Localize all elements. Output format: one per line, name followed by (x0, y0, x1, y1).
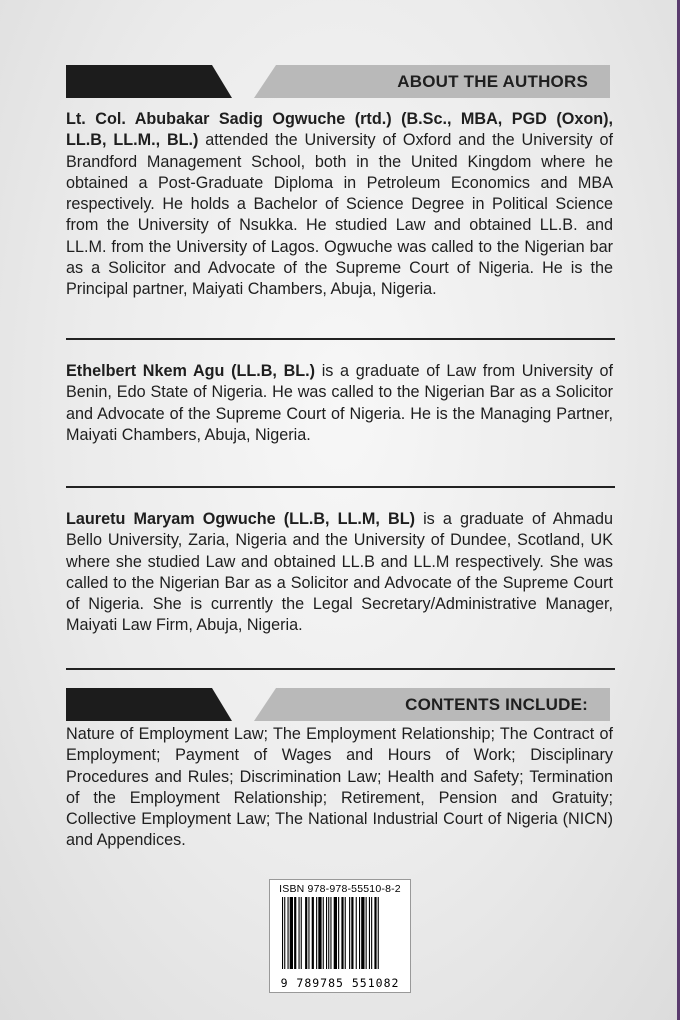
author-3-text: is a graduate of Ahmadu Bello University, Zaria, Nigeria and the University of Dundee, Scotland, UK where she studied Law and obtained LL.B and LL.M respectively. She was called to the Nigerian Bar as a Solicitor and Advocate of the Supreme Court of Nigeria. She is currently the Legal Secretary/Administrative Manager, Maiyati Law Firm, Abuja, Nigeria. (66, 510, 613, 635)
barcode-bar (308, 897, 309, 969)
divider-2 (66, 486, 615, 488)
barcode-bar (323, 897, 324, 969)
barcode-bar (345, 897, 346, 969)
contents-text: Nature of Employment Law; The Employment Relationship; The Contract of Employment; Payment of Wages and Hours of Work; Disciplinary Procedures and Rules; Discrimination Law; Health and Safety; Termination of the Employment Relationship; Retirement, Pension and Gratuity; Collective Employment Law; The National Industrial Court of Nigeria (NICN) and Appendices. (66, 725, 613, 850)
banner-dark-block (66, 65, 232, 98)
barcode-bars (280, 897, 400, 969)
author-2-bio (66, 361, 613, 446)
barcode-bar (316, 897, 317, 969)
divider-3 (66, 668, 615, 670)
divider-1 (66, 338, 615, 340)
about-authors-banner (66, 65, 610, 98)
author-1-name: Lt. Col. Abubakar Sadig Ogwuche (rtd.) (B.Sc., MBA, PGD (Oxon), LL.B, LL.M., BL.) (66, 110, 613, 150)
barcode-bar (361, 897, 364, 969)
barcode-bar (338, 897, 339, 969)
isbn-label: ISBN 978-978-55510-8-2 (279, 883, 401, 895)
barcode-bar (359, 897, 360, 969)
contents-banner (66, 688, 610, 721)
barcode-bar (366, 897, 367, 969)
barcode-bar (305, 897, 307, 969)
barcode-bar (330, 897, 331, 969)
barcode-bar (371, 897, 372, 969)
barcode-bar (349, 897, 350, 969)
barcode-bar (294, 897, 296, 969)
isbn-barcode (269, 879, 411, 993)
author-3-name: Lauretu Maryam Ogwuche (LL.B, LL.M, BL) (66, 510, 415, 528)
author-1-bio (66, 109, 613, 301)
barcode-bar (318, 897, 321, 969)
author-3-bio (66, 509, 613, 637)
barcode-bar (341, 897, 343, 969)
banner-dark-block (66, 688, 232, 721)
barcode-bar (334, 897, 337, 969)
barcode-bar (301, 897, 302, 969)
barcode-bar (328, 897, 329, 969)
barcode-bar (282, 897, 283, 969)
barcode-bar (288, 897, 289, 969)
barcode-bar (299, 897, 300, 969)
barcode-bar (312, 897, 314, 969)
barcode-bar (356, 897, 357, 969)
barcode-bar (290, 897, 293, 969)
barcode-bar (351, 897, 353, 969)
barcode-bar (284, 897, 285, 969)
author-1-text: attended the University of Oxford and the University of Brandford Management School, both in the United Kingdom where he obtained a Post-Graduate Diploma in Petroleum Economics and MBA respectively. He holds a Bachelor of Science Degree in Political Science from the University of Nsukka. He studied Law and obtained LL.B. and LL.M. from the University of Lagos. Ogwuche was called to the Nigerian bar as a Solicitor and Advocate of the Supreme Court of Nigeria. He is the Principal partner, Maiyati Chambers, Abuja, Nigeria. (66, 131, 613, 299)
barcode-bar (374, 897, 376, 969)
barcode-bar (378, 897, 379, 969)
about-authors-heading: ABOUT THE AUTHORS (397, 72, 588, 91)
barcode-digits: 9 789785 551082 (280, 976, 400, 990)
barcode-bar (326, 897, 327, 969)
barcode-bar (369, 897, 370, 969)
author-2-name: Ethelbert Nkem Agu (LL.B, BL.) (66, 362, 316, 380)
contents-heading: CONTENTS INCLUDE: (405, 695, 588, 714)
author-2-text: is a graduate of Law from University of Benin, Edo State of Nigeria. He was called to the Nigerian Bar as a Solicitor and Advocate of the Supreme Court of Nigeria. He is the Managing Partner, Maiyati Chambers, Abuja, Nigeria. (66, 362, 613, 444)
